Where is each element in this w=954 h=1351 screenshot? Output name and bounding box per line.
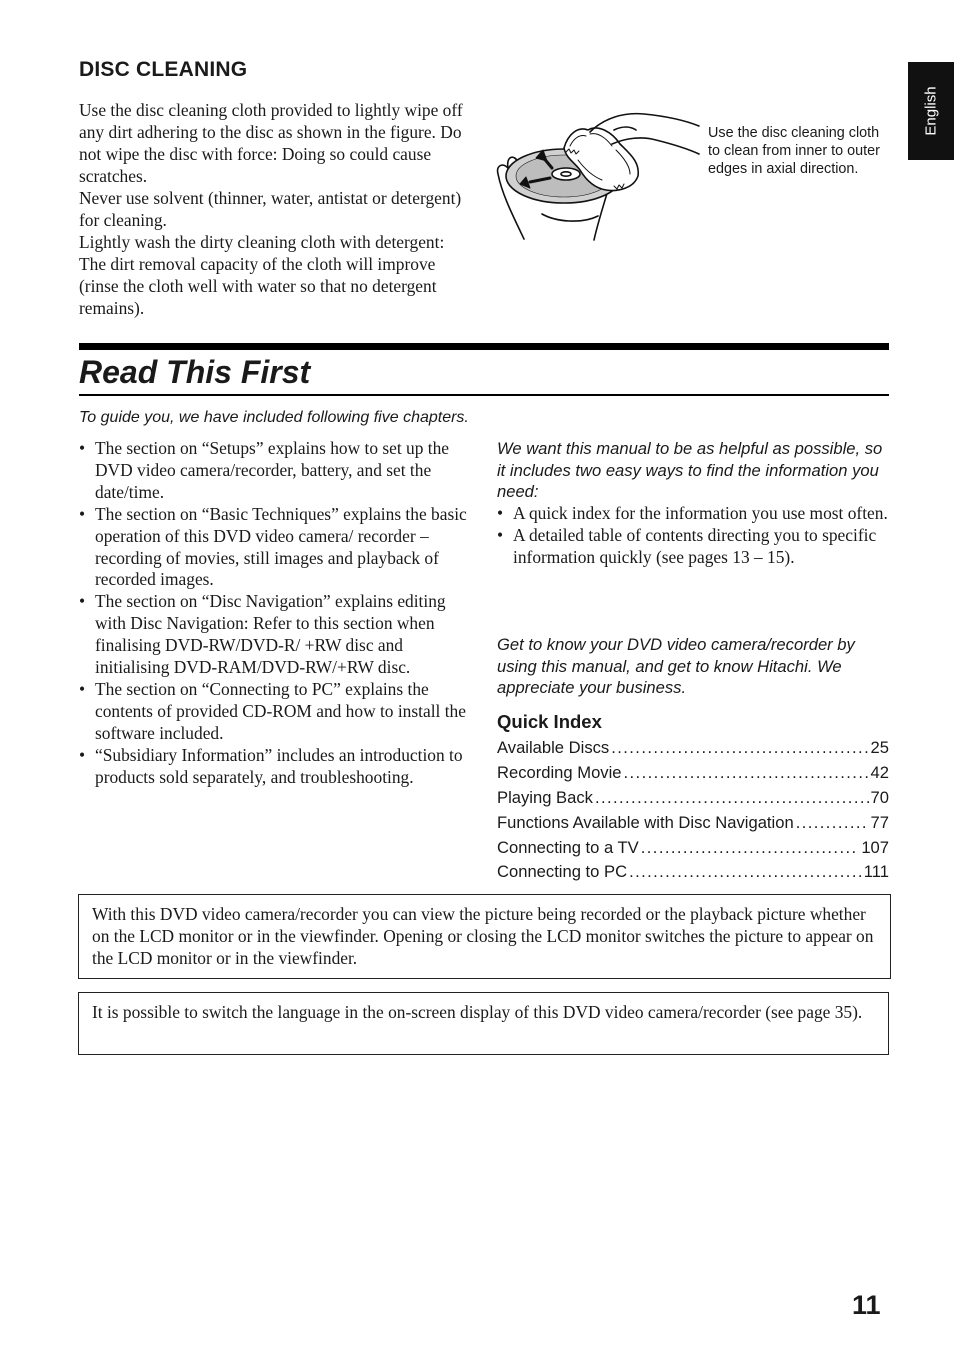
- quick-index-label: Recording Movie: [497, 762, 622, 782]
- quick-index-list: [497, 738, 889, 887]
- lcd-note-box: With this DVD video camera/recorder you can view the picture being recorded or the playback picture whether on the LCD monitor or in the viewfinder. Opening or closing the LCD monitor switches the picture to appear on the LCD monitor or in the viewfinder.: [78, 894, 891, 979]
- quick-index-label: Connecting to PC: [497, 862, 628, 882]
- quick-index-label: Playing Back: [497, 787, 593, 807]
- list-item: • A detailed table of contents directing you to specific information quickly (see pages 13 – 15).: [497, 525, 889, 569]
- leader-dots: [595, 788, 869, 808]
- language-tab-label: English: [922, 86, 940, 136]
- quick-index-label: Functions Available with Disc Navigation: [497, 812, 794, 832]
- list-item: • A quick index for the information you use most often.: [497, 503, 889, 525]
- leader-dots: [629, 862, 862, 882]
- ways-list: [497, 503, 889, 569]
- language-note-box: It is possible to switch the language in the on-screen display of this DVD video camera/recorder (see page 35).: [78, 992, 889, 1055]
- language-side-tab: [908, 62, 954, 160]
- quick-index-page: 25: [870, 738, 889, 757]
- leader-dots: [641, 838, 860, 858]
- quick-index-entry[interactable]: [497, 838, 889, 863]
- disc-cleaning-illustration: [494, 104, 704, 244]
- list-item: • The section on “Basic Techniques” explains the basic operation of this DVD video camera/ recorder – recording of movies, still images and playback of recorded images.: [79, 504, 471, 592]
- disc-cleaning-paragraph: Use the disc cleaning cloth provided to lightly wipe off any dirt adhering to the disc as shown in the figure. Do not wipe the disc with force: Doing so could cause scratches.: [79, 100, 463, 186]
- quick-index-label: Available Discs: [497, 738, 610, 757]
- quick-index-entry[interactable]: [497, 738, 889, 763]
- section-title: Read This First: [79, 354, 311, 390]
- quick-index-entry[interactable]: [497, 763, 889, 788]
- help-intro-text: We want this manual to be as helpful as possible, so it includes two easy ways to find the information you need:: [497, 439, 883, 502]
- page-number: 11: [852, 1290, 881, 1320]
- illustration-caption: Use the disc cleaning cloth to clean from inner to outer edges in axial direction.: [708, 125, 880, 177]
- quick-index-page: 77: [870, 812, 889, 832]
- section-rule-top: [79, 343, 889, 350]
- list-item: • “Subsidiary Information” includes an introduction to products sold separately, and troubleshooting.: [79, 745, 471, 789]
- quick-index-page: 70: [870, 787, 889, 807]
- leader-dots: [611, 738, 868, 758]
- quick-index-page: 42: [870, 762, 889, 782]
- leader-dots: [796, 813, 869, 833]
- disc-cleaning-paragraph: Lightly wash the dirty cleaning cloth with detergent: The dirt removal capacity of the cloth will improve (rinse the cloth well with water so that no detergent remains).: [79, 232, 445, 318]
- quick-index-page: 111: [863, 862, 889, 882]
- quick-index-entry[interactable]: [497, 788, 889, 813]
- quick-index-page: 107: [861, 837, 889, 857]
- disc-cleaning-text: [79, 99, 469, 319]
- list-item: • The section on “Setups” explains how to set up the DVD video camera/recorder, battery, and set the date/time.: [79, 438, 471, 504]
- leader-dots: [624, 763, 869, 783]
- section-rule-bottom: [79, 394, 889, 396]
- section-intro: To guide you, we have included following five chapters.: [79, 409, 469, 426]
- disc-cleaning-paragraph: Never use solvent (thinner, water, antistat or detergent) for cleaning.: [79, 188, 462, 230]
- quick-index-entry[interactable]: [497, 813, 889, 838]
- disc-cleaning-heading: DISC CLEANING: [79, 58, 248, 81]
- quick-index-label: Connecting to a TV: [497, 837, 639, 857]
- list-item: • The section on “Disc Navigation” explains editing with Disc Navigation: Refer to this section when finalising DVD-RW/DVD-R/ +RW disc and initialising DVD-RAM/DVD-RW/+RW disc.: [79, 591, 471, 679]
- quick-index-title: Quick Index: [497, 711, 602, 732]
- list-item: • The section on “Connecting to PC” explains the contents of provided CD-ROM and how to install the software included.: [79, 679, 471, 745]
- quick-index-entry[interactable]: [497, 862, 889, 887]
- closing-text: Get to know your DVD video camera/recorder by using this manual, and get to know Hitachi. We appreciate your business.: [497, 635, 855, 698]
- chapter-list: [79, 438, 471, 789]
